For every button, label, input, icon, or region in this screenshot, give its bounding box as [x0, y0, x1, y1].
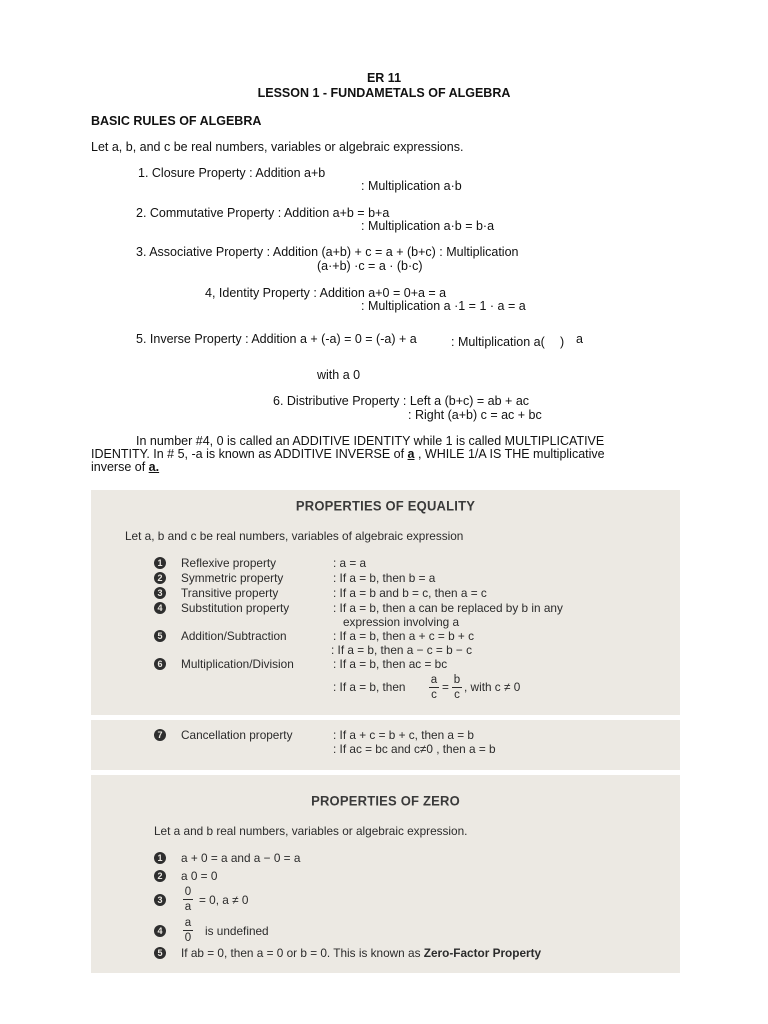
- number-badge-icon: 5: [154, 630, 166, 642]
- cancellation-scan: [91, 720, 680, 770]
- zero-scan: [91, 775, 680, 973]
- course-code: ER 11: [366, 71, 402, 85]
- note-line-1: In number #4, 0 is called an ADDITIVE IDENTITY while 1 is called MULTIPLICATIVE: [136, 434, 605, 448]
- distributive-property: 6. Distributive Property : Left a (b+c) = ab + ac: [273, 394, 530, 408]
- number-badge-icon: 6: [154, 658, 166, 670]
- fraction-denominator: 0: [184, 932, 192, 944]
- closure-property: 1. Closure Property : Addition a+b: [138, 166, 326, 180]
- note-text: IDENTITY. In # 5, -a is known as ADDITIVE INVERSE of: [91, 447, 408, 461]
- number-badge-icon: 7: [154, 729, 166, 741]
- zero-factor-name: Zero-Factor Property: [423, 946, 542, 960]
- inverse-multiplication: : Multiplication a(: [451, 335, 545, 349]
- number-badge-icon: 1: [154, 557, 166, 569]
- fraction-denominator: a: [184, 901, 192, 913]
- symmetric-name: Symmetric property: [181, 571, 284, 585]
- fraction-a-over-c: [429, 674, 439, 701]
- substitution-rule: : If a = b, then a can be replaced by b in any: [333, 601, 563, 615]
- note-line-3: [91, 460, 159, 474]
- division-rule-pre: : If a = b, then: [333, 680, 406, 694]
- number-badge-icon: 4: [154, 602, 166, 614]
- equality-title: PROPERTIES OF EQUALITY: [295, 497, 476, 514]
- closure-multiplication: : Multiplication a·b: [361, 179, 462, 193]
- fraction-numerator: a: [430, 674, 438, 686]
- zero-item-4-rest: is undefined: [205, 924, 269, 938]
- note-text: , WHILE 1/A IS THE multiplicative: [414, 447, 605, 461]
- zero-title: PROPERTIES OF ZERO: [311, 792, 460, 809]
- equality-intro: Let a, b and c be real numbers, variables of algebraic expression: [125, 529, 464, 543]
- inverse-a: a: [576, 332, 583, 346]
- intro-text: Let a, b, and c be real numbers, variables or algebraic expressions.: [91, 140, 464, 154]
- note-underlined: a.: [148, 460, 160, 474]
- substitution-rule-cont: expression involving a: [343, 615, 460, 629]
- commutative-multiplication: : Multiplication a·b = b·a: [361, 219, 495, 233]
- transitive-name: Transitive property: [181, 586, 279, 600]
- associative-property: 3. Associative Property : Addition (a+b) + c = a + (b+c) : Multiplication: [136, 245, 519, 259]
- number-badge-icon: 2: [154, 870, 166, 882]
- lesson-title: LESSON 1 - FUNDAMETALS OF ALGEBRA: [257, 86, 511, 100]
- multiplication-rule: : If a = b, then ac = bc: [333, 657, 448, 671]
- zero-factor-property: [181, 947, 541, 960]
- identity-multiplication: : Multiplication a ·1 = 1 · a = a: [361, 299, 526, 313]
- associative-multiplication: (a·+b) ·c = a · (b·c): [317, 259, 423, 273]
- inverse-property: 5. Inverse Property : Addition a + (-a) = 0 = (-a) + a: [136, 332, 417, 346]
- reflexive-rule: : a = a: [333, 556, 367, 570]
- zero-item-2: a 0 = 0: [181, 869, 218, 883]
- note-text: inverse of: [91, 460, 149, 474]
- zero-item-1: a + 0 = a and a − 0 = a: [181, 851, 301, 865]
- identity-property: 4, Identity Property : Addition a+0 = 0+a = a: [205, 286, 447, 300]
- equals-sign: =: [442, 680, 449, 694]
- fraction-denominator: c: [454, 689, 460, 701]
- fraction-zero-over-a: [183, 886, 193, 913]
- transitive-rule: : If a = b and b = c, then a = c: [333, 586, 487, 600]
- zero-intro: Let a and b real numbers, variables or algebraic expression.: [154, 824, 468, 838]
- fraction-numerator: a: [184, 917, 192, 929]
- section-heading: BASIC RULES OF ALGEBRA: [91, 114, 262, 128]
- inverse-paren: ): [560, 335, 565, 349]
- note-underlined: a: [407, 447, 415, 461]
- zero-item-3-rest: = 0, a ≠ 0: [199, 893, 249, 907]
- division-rule-post: , with c ≠ 0: [464, 680, 521, 694]
- number-badge-icon: 3: [154, 894, 166, 906]
- equality-scan: [91, 490, 680, 715]
- addition-subtraction-name: Addition/Subtraction: [181, 629, 287, 643]
- distributive-right: : Right (a+b) c = ac + bc: [408, 408, 542, 422]
- fraction-a-over-zero: [183, 917, 193, 944]
- substitution-name: Substitution property: [181, 601, 290, 615]
- fraction-numerator: b: [453, 674, 461, 686]
- number-badge-icon: 5: [154, 947, 166, 959]
- reflexive-name: Reflexive property: [181, 556, 277, 570]
- number-badge-icon: 2: [154, 572, 166, 584]
- multiplication-division-name: Multiplication/Division: [181, 657, 294, 671]
- number-badge-icon: 4: [154, 925, 166, 937]
- cancellation-name: Cancellation property: [181, 728, 293, 742]
- subtraction-rule: : If a = b, then a − c = b − c: [331, 643, 472, 657]
- cancellation-rule-2: : If ac = bc and c≠0 , then a = b: [333, 742, 496, 756]
- fraction-denominator: c: [431, 689, 437, 701]
- fraction-b-over-c: [452, 674, 462, 701]
- note-line-2: [91, 447, 605, 461]
- inverse-condition: with a 0: [317, 368, 361, 382]
- number-badge-icon: 3: [154, 587, 166, 599]
- number-badge-icon: 1: [154, 852, 166, 864]
- fraction-numerator: 0: [184, 886, 192, 898]
- cancellation-rule: : If a + c = b + c, then a = b: [333, 728, 474, 742]
- addition-rule: : If a = b, then a + c = b + c: [333, 629, 474, 643]
- commutative-property: 2. Commutative Property : Addition a+b = b+a: [136, 206, 390, 220]
- zero-factor-text: If ab = 0, then a = 0 or b = 0. This is known as: [181, 946, 424, 960]
- symmetric-rule: : If a = b, then b = a: [333, 571, 436, 585]
